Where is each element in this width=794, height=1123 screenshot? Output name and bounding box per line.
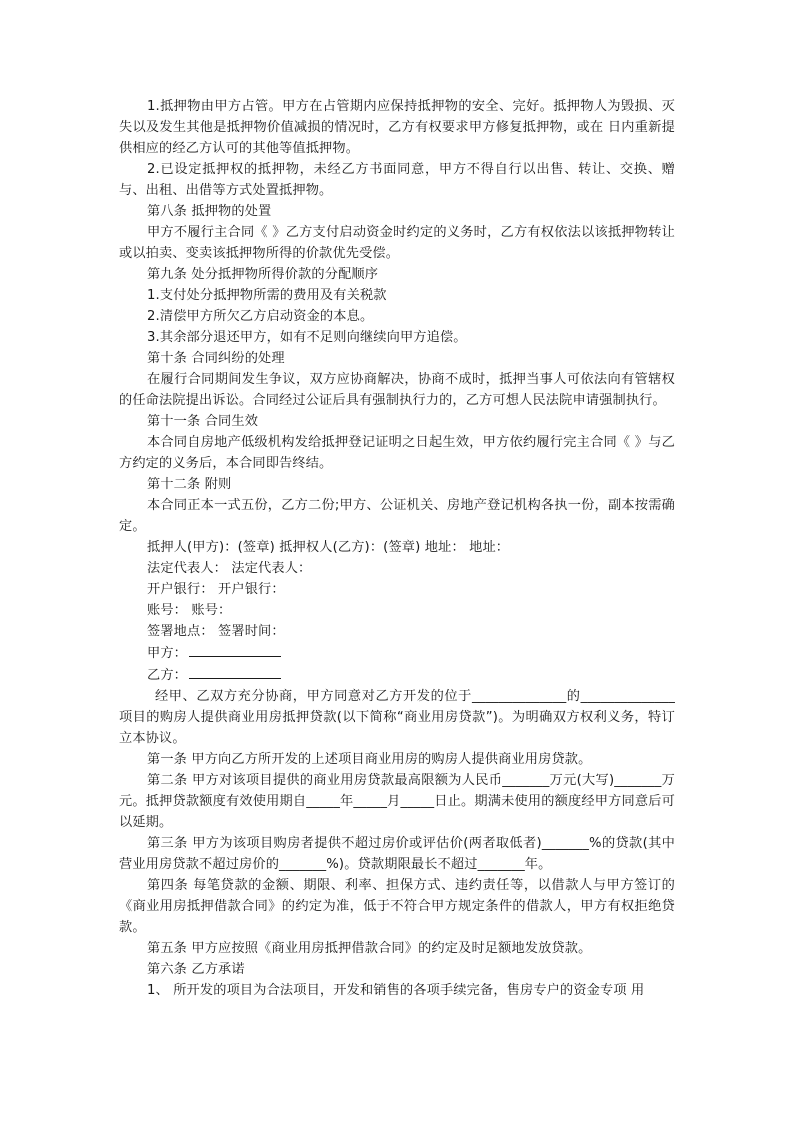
section-heading: 第九条 处分抵押物所得价款的分配顺序 bbox=[147, 267, 379, 282]
party-b-signature bbox=[119, 664, 675, 686]
party-a-signature bbox=[119, 642, 675, 664]
list-item: 1、 所开发的项目为合法项目，开发和销售的各项手续完备，售房专户的资金专项 用 bbox=[147, 983, 645, 998]
list-item: 3.其余部分退还甲方，如有不足则向继续向甲方追偿。 bbox=[147, 330, 467, 345]
signature-blank bbox=[189, 642, 281, 657]
paragraph: 经甲、乙双方充分协商，甲方同意对乙方开发的位于______________的______________项目的购房人提供商业用房抵押贷款(以下简称“商业用房贷款”)。为明确双方权利义务，特订立本协议。 bbox=[119, 689, 675, 746]
document-page bbox=[119, 96, 675, 1001]
signature-line: 签署地点： 签署时间： bbox=[147, 624, 285, 639]
paragraph: 1.抵押物由甲方占管。甲方在占管期内应保持抵押物的安全、完好。抵押物人为毁损、灭失以及发生其他是抵押物价值减损的情况时，乙方有权要求甲方修复抵押物，或在 日内重新提供相应的经乙方认可的其他等值抵押物。 bbox=[119, 99, 675, 156]
signature-line: 账号： 账号： bbox=[147, 603, 232, 618]
section-heading: 第十一条 合同生效 bbox=[147, 414, 259, 429]
article: 第二条 甲方对该项目提供的商业用房贷款最高限额为人民币_______万元(大写)_______万元。抵押贷款额度有效使用期自_____年_____月_____日止。期满未使用的额度经甲方同意后可以延期。 bbox=[119, 773, 675, 830]
section-heading: 第六条 乙方承诺 bbox=[147, 962, 245, 977]
paragraph: 本合同自房地产低级机构发给抵押登记证明之日起生效，甲方依约履行完主合同《 》与乙方约定的义务后，本合同即告终结。 bbox=[119, 435, 675, 471]
signature-line: 抵押人(甲方)：(签章) 抵押权人(乙方)：(签章) 地址： 地址： bbox=[147, 540, 510, 555]
list-item: 2.清偿甲方所欠乙方启动资金的本息。 bbox=[147, 309, 374, 324]
paragraph: 本合同正本一式五份，乙方二份;甲方、公证机关、房地产登记机构各执一份，副本按需确定。 bbox=[119, 498, 675, 534]
paragraph: 甲方不履行主合同《 》乙方支付启动资金时约定的义务时，乙方有权依法以该抵押物转让或以拍卖、变卖该抵押物所得的价款优先受偿。 bbox=[119, 225, 675, 261]
signature-line: 开户银行： 开户银行： bbox=[147, 582, 285, 597]
paragraph: 2.已设定抵押权的抵押物，未经乙方书面同意，甲方不得自行以出售、转让、交换、赠与、出租、出借等方式处置抵押物。 bbox=[119, 162, 675, 198]
article: 第三条 甲方为该项目购房者提供不超过房价或评估价(两者取低者)_______%的贷款(其中营业用房贷款不超过房价的_______%)。贷款期限最长不超过_______年。 bbox=[119, 836, 675, 872]
party-b-label: 乙方： bbox=[147, 668, 188, 683]
section-heading: 第十二条 附则 bbox=[147, 477, 232, 492]
paragraph: 在履行合同期间发生争议，双方应协商解决，协商不成时，抵押当事人可依法向有管辖权的任命法院提出诉讼。合同经过公证后具有强制执行力的，乙方可想人民法院申请强制执行。 bbox=[119, 372, 675, 408]
article: 第四条 每笔贷款的金额、期限、利率、担保方式、违约责任等，以借款人与甲方签订的《商业用房抵押借款合同》的约定为准，低于不符合甲方规定条件的借款人，甲方有权拒绝贷款。 bbox=[119, 878, 675, 935]
party-a-label: 甲方： bbox=[147, 646, 188, 661]
signature-line: 法定代表人： 法定代表人： bbox=[147, 561, 312, 576]
signature-blank bbox=[189, 664, 281, 679]
article: 第五条 甲方应按照《商业用房抵押借款合同》的约定及时足额地发放贷款。 bbox=[147, 941, 592, 956]
list-item: 1.支付处分抵押物所需的费用及有关税款 bbox=[147, 288, 387, 303]
section-heading: 第十条 合同纠纷的处理 bbox=[147, 351, 285, 366]
section-heading: 第八条 抵押物的处置 bbox=[147, 204, 272, 219]
article: 第一条 甲方向乙方所开发的上述项目商业用房的购房人提供商业用房贷款。 bbox=[147, 752, 592, 767]
